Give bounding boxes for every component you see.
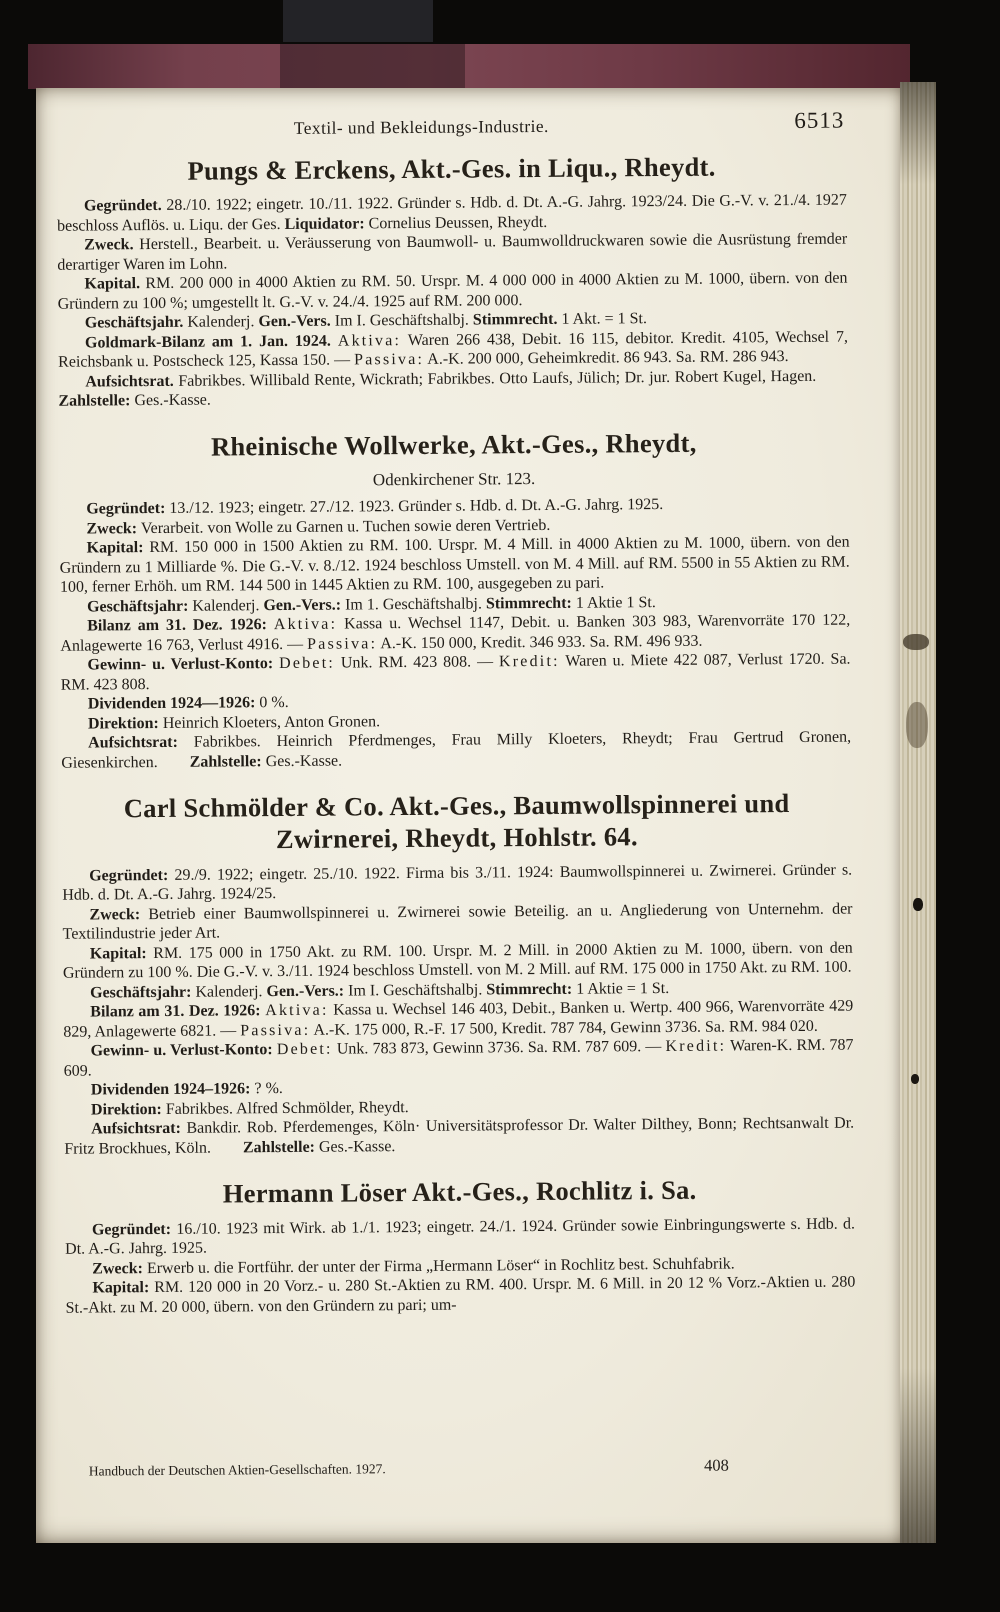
handbook-imprint: Handbuch der Deutschen Aktien-Gesellschaften. 1927. bbox=[88, 1461, 386, 1479]
text-run: Kassa u. Wechsel 1147, Debit. u. Banken 303 983, Warenvorräte 170 122, Anlagewerte 16 763, Verlust 4916. — bbox=[60, 611, 851, 655]
text-run: RM. 120 000 in 20 Vorz.- u. 280 St.-Aktien zu RM. 400. Urspr. M. 6 Mill. in 20 12 % Vorz.-Aktien u. 280 St.-Akt. zu M. 20 000, übern. von den Gründern zu pari; um- bbox=[65, 1273, 856, 1317]
text-run: 13./12. 1923; eingetr. 27./12. 1923. Gründer s. Hdb. d. Dt. A.-G. Jahrg. 1925. bbox=[165, 496, 664, 518]
entry-paragraph bbox=[64, 1114, 854, 1159]
bold-label: Gen.-Vers.: bbox=[263, 596, 342, 614]
entry-paragraph bbox=[63, 1036, 853, 1081]
book-cover-band bbox=[28, 44, 910, 89]
entry-paragraph bbox=[65, 1214, 855, 1259]
sheet-number: 408 bbox=[703, 1455, 729, 1475]
spaced-text: Aktiva: bbox=[265, 1001, 329, 1020]
text-run: 0 %. bbox=[255, 694, 289, 712]
text-run: Im I. Geschäftshalbj. bbox=[330, 311, 473, 330]
text-run: Unk. 783 873, Gewinn 3736. Sa. RM. 787 609. — bbox=[332, 1038, 666, 1058]
scan-speck bbox=[913, 898, 923, 911]
running-title: Textil- und Bekleidungs-Industrie. bbox=[293, 115, 549, 138]
text-run: Betrieb einer Baumwollspinnerei u. Zwirnerei sowie Beteilig. an u. Angliederung von Unternehm. der Textilindustrie jeder Art. bbox=[62, 900, 853, 944]
bold-label: Zahlstelle: bbox=[242, 1138, 316, 1157]
text-run: Waren-K. RM. 787 609. bbox=[63, 1036, 854, 1080]
entry-paragraph bbox=[60, 533, 850, 598]
printed-content bbox=[36, 88, 900, 1543]
text-run: 1 Aktie = 1 St. bbox=[572, 979, 670, 998]
bold-label: Stimmrecht: bbox=[486, 980, 573, 999]
bold-label: Aufsichtsrat: bbox=[91, 1120, 181, 1138]
company-entry bbox=[62, 787, 855, 1159]
text-run: Verarbeit. von Wolle zu Garnen u. Tuchen sowie deren Vertrieb. bbox=[137, 516, 551, 537]
company-subtitle: Odenkirchener Str. 123. bbox=[372, 469, 536, 490]
bold-label: Geschäftsjahr: bbox=[86, 597, 189, 616]
bold-label: Stimmrecht: bbox=[485, 594, 572, 613]
text-run: Im I. Geschäftshalbj. bbox=[344, 981, 487, 1000]
bold-label: Aufsichtsrat: bbox=[88, 733, 178, 752]
text-run: 28./10. 1922; eingetr. 10./11. 1922. Gründer s. Hdb. d. Dt. A.-G. Jahrg. 1923/24. Die G.-V. v. 21./4. 1927 beschloss Auflös. u. Liqu. der Ges. bbox=[57, 191, 847, 235]
text-run: Fabrikbes. Alfred Schmölder, Rheydt. bbox=[161, 1098, 409, 1118]
text-run: Ges.-Kasse. bbox=[261, 752, 343, 770]
bold-label: Bilanz am 31. Dez. 1926: bbox=[90, 1002, 261, 1021]
entry-paragraph bbox=[63, 938, 853, 983]
text-run: ? %. bbox=[250, 1080, 283, 1098]
bold-label: Zweck. bbox=[84, 236, 134, 254]
bold-label: Goldmark-Bilanz am 1. Jan. 1924. bbox=[84, 332, 331, 352]
text-run: Unk. RM. 423 808. — bbox=[334, 653, 500, 672]
bold-label: Dividenden 1924—1926: bbox=[87, 694, 256, 713]
book-page bbox=[36, 88, 900, 1543]
bold-label: Gen.-Vers.: bbox=[266, 982, 345, 1000]
text-run: Waren u. Miete 422 087, Verlust 1720. Sa. RM. 423 808. bbox=[60, 650, 851, 694]
bold-label: Geschäftsjahr. bbox=[84, 314, 184, 332]
bold-label: Kapital. bbox=[84, 275, 141, 293]
bold-label: Liquidator: bbox=[284, 215, 365, 233]
bold-label: Gewinn- u. Verlust-Konto: bbox=[87, 655, 274, 674]
bold-label: Gegründet: bbox=[91, 1220, 172, 1239]
bold-label: Direktion: bbox=[90, 1100, 162, 1119]
text-run: 1 Akt. = 1 St. bbox=[557, 310, 648, 329]
entry-paragraph bbox=[63, 997, 853, 1042]
text-run: A.-K. 175 000, R.-F. 17 500, Kredit. 787 784, Gewinn 3736. Sa. RM. 984 020. bbox=[310, 1017, 818, 1039]
bold-label: Zweck: bbox=[86, 519, 138, 538]
spaced-text: Passiva: bbox=[240, 1021, 311, 1040]
text-run: Ges.-Kasse. bbox=[314, 1137, 396, 1156]
entry-paragraph bbox=[61, 728, 851, 773]
entry-paragraph bbox=[65, 1273, 855, 1318]
spaced-text: Passiva: bbox=[307, 634, 378, 653]
text-run: Fabrikbes. Willibald Rente, Wickrath; Fabrikbes. Otto Laufs, Jülich; Dr. jur. Robert Kugel, Hagen. bbox=[173, 367, 849, 390]
text-run: 1 Aktie 1 St. bbox=[571, 593, 656, 612]
scan-speck bbox=[911, 1074, 919, 1084]
bold-label: Kapital: bbox=[92, 1279, 150, 1297]
spaced-text: Debet: bbox=[279, 654, 336, 673]
text-run: RM. 200 000 in 4000 Aktien zu RM. 50. Urspr. M. 4 000 000 in 4000 Aktien zu M. 1000, übern. von den Gründern zu 100 %; umgestellt lt. G.-V. v. 24./4. 1925 auf RM. 200 000. bbox=[57, 269, 848, 313]
text-run: Heinrich Kloeters, Anton Gronen. bbox=[158, 712, 381, 732]
text-run: Ges.-Kasse. bbox=[130, 391, 211, 410]
text-run: Erwerb u. die Fortführ. der unter der Firma „Hermann Löser“ in Rochlitz best. Schuhfabrik. bbox=[142, 1255, 735, 1277]
text-run: Bankdir. Rob. Pferdemenges, Köln· Universitätsprofessor Dr. Walter Dilthey, Bonn; Rechtsanwalt Dr. Fritz Brockhues, Köln. bbox=[64, 1114, 855, 1158]
bold-label: Zahlstelle: bbox=[189, 752, 262, 771]
bold-label: Zweck: bbox=[92, 1259, 143, 1278]
spaced-text: Kredit: bbox=[498, 652, 560, 671]
entry-paragraph bbox=[58, 327, 848, 372]
company-entry bbox=[57, 150, 849, 412]
company-title: Pungs & Erckens, Akt.-Ges. in Liqu., Rheydt. bbox=[187, 151, 716, 186]
text-run: Herstell., Bearbeit. u. Veräusserung von Baumwoll- u. Baumwolldruckwaren sowie die Ausrüstung fremder derartiger Waren im Lohn. bbox=[57, 230, 848, 274]
company-entry bbox=[59, 425, 852, 773]
text-run: Kassa u. Wechsel 146 403, Debit., Banken u. Wertp. 400 966, Warenvorräte 429 829, Anlagewerte 6821. — bbox=[63, 997, 854, 1041]
bold-label: Gegründet: bbox=[86, 500, 166, 518]
bold-label: Zweck: bbox=[89, 905, 141, 924]
text-run: A.-K. 200 000, Geheimkredit. 86 943. Sa. RM. 286 943. bbox=[424, 348, 789, 369]
entry-paragraph bbox=[62, 860, 852, 905]
spaced-text: Aktiva: bbox=[337, 331, 402, 350]
page-stack-edge bbox=[900, 82, 936, 1543]
spaced-text: Aktiva: bbox=[273, 615, 338, 634]
bold-label: Aufsichtsrat. bbox=[85, 372, 174, 391]
bold-label: Kapital: bbox=[86, 539, 144, 557]
scan-background-object bbox=[283, 0, 433, 42]
bold-label: Direktion: bbox=[87, 714, 159, 733]
entry-paragraph bbox=[60, 650, 850, 695]
text-run: Waren 266 438, Debit. 16 115, debitor. Kredit. 4105, Wechsel 7, Reichsbank u. Postscheck 125, Kassa 150. — bbox=[58, 328, 849, 372]
text-run: Kalenderj. bbox=[188, 596, 264, 615]
entry-paragraph bbox=[60, 611, 850, 656]
text-run: Cornelius Deussen, Rheydt. bbox=[364, 213, 548, 233]
company-title: Rheinische Wollwerke, Akt.-Ges., Rheydt, bbox=[210, 427, 697, 462]
entry-paragraph bbox=[57, 230, 847, 275]
spaced-text: Passiva: bbox=[354, 351, 425, 369]
bold-label: Gewinn- u. Verlust-Konto: bbox=[90, 1041, 273, 1060]
bold-label: Gegründet: bbox=[89, 866, 169, 885]
entry-paragraph bbox=[62, 899, 852, 944]
bold-label: Dividenden 1924–1926: bbox=[90, 1080, 251, 1099]
text-run: RM. 150 000 in 1500 Aktien zu RM. 100. Urspr. M. 4 Mill. in 4000 Aktien zu M. 1000, übern. von den Gründern zu 1 Milliarde %. Die G.-V. v. 8./12. 1924 beschloss Umstell. von M. 4 Mill. auf RM. 5500 in 55 Aktien zu RM. 100, ferner Erhöh. um RM. 144 500 in 1445 Aktien zu RM. 100, ausgegeben zu pari. bbox=[59, 533, 850, 596]
text-run: A.-K. 150 000, Kredit. 346 933. Sa. RM. 496 933. bbox=[377, 632, 703, 652]
scan-smudge bbox=[906, 702, 928, 748]
company-title: Hermann Löser Akt.-Ges., Rochlitz i. Sa. bbox=[222, 1175, 697, 1209]
scan-smudge bbox=[903, 634, 929, 650]
bold-label: Zahlstelle: bbox=[58, 392, 131, 411]
text-run: 29./9. 1922; eingetr. 25./10. 1922. Firma bis 3./11. 1924: Baumwollspinnerei u. Zwirnerei. Gründer s. Hdb. d. Dt. A.-G. Jahrg. 1924/25. bbox=[62, 861, 853, 905]
page-header bbox=[56, 106, 846, 150]
text-run: Im 1. Geschäftshalbj. bbox=[341, 595, 486, 614]
text-run: Kalenderj. bbox=[183, 313, 259, 332]
entry-paragraph bbox=[58, 366, 848, 411]
bold-label: Kapital: bbox=[89, 944, 147, 963]
spaced-text: Debet: bbox=[276, 1040, 333, 1059]
company-title: Carl Schmölder & Co. Akt.-Ges., Baumwollspinnerei und Zwirnerei, Rheydt, Hohlstr. 64. bbox=[123, 788, 790, 855]
text-run: RM. 175 000 in 1750 Akt. zu RM. 100. Urspr. M. 2 Mill. in 2000 Aktien zu M. 1000, übern. von den Gründern zu 100 %. Die G.-V. v. 3./11. 1924 beschloss Umstell. von M. 2 Mill. auf RM. 175 000 in 1750 Akt. zu RM. 100. bbox=[62, 939, 853, 983]
page-footer bbox=[67, 1455, 857, 1481]
page-number: 6513 bbox=[794, 107, 845, 133]
text-run: 16./10. 1923 mit Wirk. ab 1./1. 1923; eingetr. 24./1. 1924. Gründer sowie Einbringungswerte s. Hdb. d. Dt. A.-G. Jahrg. 1925. bbox=[65, 1215, 855, 1258]
text-run: Fabrikbes. Heinrich Pferdmenges, Frau Milly Kloeters, Rheydt; Frau Gertrud Gronen, Giesenkirchen. bbox=[61, 728, 852, 772]
bold-label: Gen.-Vers. bbox=[258, 312, 331, 331]
spaced-text: Kredit: bbox=[665, 1037, 727, 1056]
bold-label: Stimmrecht. bbox=[472, 311, 558, 329]
bold-label: Geschäftsjahr: bbox=[90, 983, 192, 1002]
bold-label: Gegründet. bbox=[83, 197, 162, 215]
entry-paragraph bbox=[57, 269, 847, 314]
entries bbox=[57, 150, 856, 1318]
text-run: Kalenderj. bbox=[191, 982, 267, 1001]
entry-paragraph bbox=[57, 191, 847, 236]
bold-label: Bilanz am 31. Dez. 1926: bbox=[87, 616, 267, 635]
company-entry bbox=[65, 1173, 856, 1318]
